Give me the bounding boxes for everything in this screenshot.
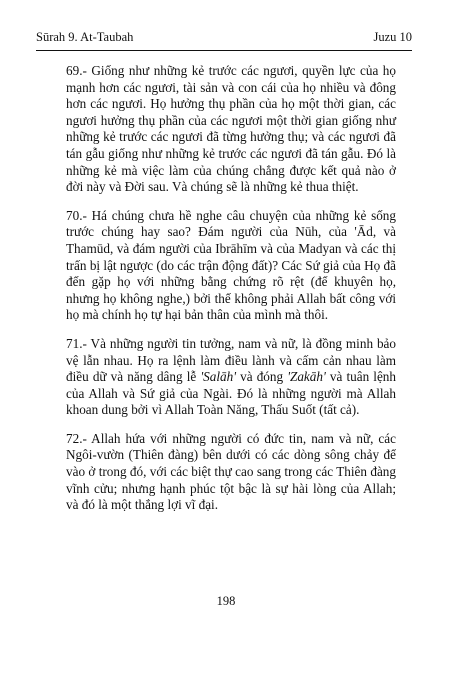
italic-term: 'Zakāh' [287, 369, 326, 385]
verse-text: 71.- Và những người tin tưởng, nam và nữ, là đồng minh bảo vệ lẫn nhau. Họ ra lệnh làm điều lành và cấm cản nhau làm điều dữ và năng dâng lễ [66, 335, 396, 385]
verse-text: 69.- Giống như những kẻ trước các ngươi, quyền lực của họ mạnh hơn các ngươi, tài sản và con cái của họ nhiều và đông hơn các ngươi. Họ hưởng thụ phần của họ một thời gian, các ngươi hưởng thụ phần của các ngươi một thời gian giống như những kẻ trước các ngươi đã từng hưởng thụ; và các ngươi đã tán gẫu giống như những kẻ trước các ngươi đã tán gẫu. Đó là những kẻ mà việc làm của chúng chẳng được kết quả nào ở đời này và Đời sau. Và chúng sẽ là những kẻ thua thiệt. [66, 63, 396, 195]
verse-text: 70.- Há chúng chưa hề nghe câu chuyện của những kẻ sống trước chúng hay sao? Đám người của Nūh, của 'Ād, và Thamūd, và đám người của Ibrāhīm và của Madyan và các thị trấn bị lật ngược (do các trận động đất)? Các Sứ giả của Họ đã đến gặp họ với những bằng chứng rõ rệt (để khuyên họ, nhưng họ không nghe,) bởi thế không phải Allah bất công với họ mà chính họ tự hại bản thân của mình mà thôi. [66, 207, 396, 323]
surah-title: Sūrah 9. At-Taubah [36, 30, 134, 44]
italic-term: 'Salāh' [200, 369, 237, 385]
header-rule [36, 50, 412, 51]
verse-69 [66, 63, 396, 196]
page-number: 198 [216, 594, 236, 608]
verse-text: 72.- Allah hứa với những người có đức tin, nam và nữ, các Ngôi-vườn (Thiên đàng) bên dưới có các dòng sông chảy để vào ở trong đó, với các biệt thự cao sang trong các Thiên đàng vĩnh cửu; nhưng hạnh phúc tột bậc là sự hài lòng của Allah; và đó là một thắng lợi vĩ đại. [66, 430, 396, 513]
running-header [36, 30, 412, 50]
verse-70 [66, 208, 396, 324]
verse-71 [66, 336, 396, 419]
juz-label: Juzu 10 [373, 30, 412, 44]
verse-72 [66, 431, 396, 514]
verse-text: và đóng [236, 369, 288, 385]
verse-text: và tuân lệnh của Allah và Sứ giả của Ngài. Đó là những người mà Allah khoan dung bởi vì Allah Toàn Năng, Thấu Suốt (tất cả). [66, 369, 396, 418]
page-body [66, 63, 396, 526]
